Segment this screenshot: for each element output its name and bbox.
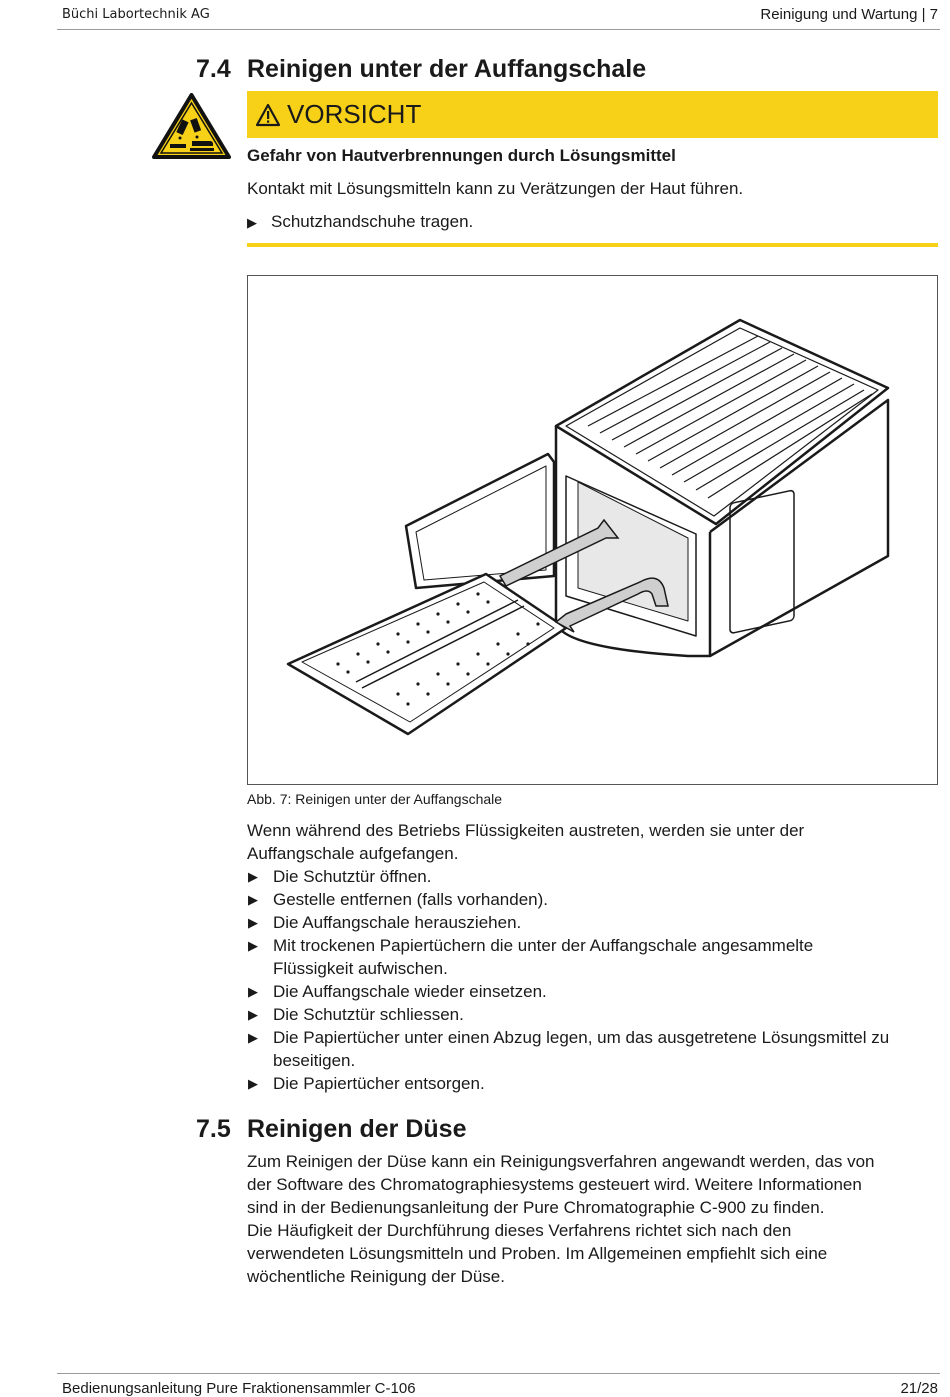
footer-manual-title: Bedienungsanleitung Pure Fraktionensammler C-106 xyxy=(62,1380,416,1397)
text-line: wöchentliche Reinigung der Düse. xyxy=(247,1267,505,1286)
header-section-page: Reinigung und Wartung | 7 xyxy=(760,6,938,23)
footer-page-number: 21/28 xyxy=(900,1380,938,1397)
triangle-right-icon: ▶ xyxy=(248,1030,258,1045)
triangle-right-icon: ▶ xyxy=(248,915,258,930)
vorsicht-label: VORSICHT xyxy=(287,99,422,129)
figure-drip-tray xyxy=(247,275,938,785)
text-line: der Software des Chromatographiesystems gesteuert wird. Weitere Informationen xyxy=(247,1175,862,1194)
triangle-right-icon: ▶ xyxy=(248,938,258,953)
warning-title: Gefahr von Hautverbrennungen durch Lösungsmittel xyxy=(247,146,676,165)
warning-end-rule xyxy=(247,243,938,247)
header-divider xyxy=(57,29,940,30)
text-line: verwendeten Lösungsmitteln und Proben. Im Allgemeinen empfiehlt sich eine xyxy=(247,1244,828,1263)
list-item: ▶ Die Auffangschale wieder einsetzen. xyxy=(248,982,547,1001)
section-75-paragraph xyxy=(247,1150,875,1288)
intro-line: Wenn während des Betriebs Flüssigkeiten austreten, werden sie unter der xyxy=(247,821,805,840)
header-company: Büchi Labortechnik AG xyxy=(62,7,210,22)
list-item: ▶ Die Papiertücher entsorgen. xyxy=(248,1074,485,1093)
section-74-number: 7.4 xyxy=(196,55,231,83)
corrosive-hazard-icon xyxy=(152,93,231,159)
list-item: ▶ Die Auffangschale herausziehen. xyxy=(248,913,522,932)
section-75-number: 7.5 xyxy=(196,1115,231,1143)
list-item: ▶ Mit trockenen Papiertüchern die unter der Auffangschale angesammelte Flüssigkeit aufwischen. xyxy=(248,936,814,978)
section-75-title: Reinigen der Düse xyxy=(247,1115,467,1143)
triangle-right-icon: ▶ xyxy=(248,984,258,999)
list-item: ▶ Gestelle entfernen (falls vorhanden). xyxy=(248,890,548,909)
list-item: ▶ Die Schutztür schliessen. xyxy=(248,1005,464,1024)
warning-triangle-icon xyxy=(255,103,281,127)
device-illustration xyxy=(248,276,937,784)
section-74-title: Reinigen unter der Auffangschale xyxy=(247,55,647,83)
text-line: sind in der Bedienungsanleitung der Pure Chromatographie C-900 zu finden. xyxy=(247,1198,825,1217)
triangle-right-icon: ▶ xyxy=(248,892,258,907)
warning-step-text: Schutzhandschuhe tragen. xyxy=(271,212,474,231)
warning-text: Kontakt mit Lösungsmitteln kann zu Verätzungen der Haut führen. xyxy=(247,179,744,198)
triangle-right-icon: ▶ xyxy=(248,1007,258,1022)
step-list xyxy=(247,865,942,1095)
list-item: ▶ Die Schutztür öffnen. xyxy=(248,867,432,886)
figure-caption: Abb. 7: Reinigen unter der Auffangschale xyxy=(247,791,503,807)
triangle-right-icon: ▶ xyxy=(248,869,258,884)
triangle-right-icon: ▶ xyxy=(248,1076,258,1091)
warning-step xyxy=(247,212,473,232)
text-line: Die Häufigkeit der Durchführung dieses Verfahrens richtet sich nach den xyxy=(247,1221,792,1240)
intro-line: Auffangschale aufgefangen. xyxy=(247,844,459,863)
intro-paragraph xyxy=(247,819,804,865)
list-item: ▶ Die Papiertücher unter einen Abzug legen, um das ausgetretene Lösungsmittel zu beseitigen. xyxy=(248,1028,890,1070)
triangle-right-icon: ▶ xyxy=(247,215,257,230)
footer-divider xyxy=(57,1373,940,1374)
text-line: Zum Reinigen der Düse kann ein Reinigungsverfahren angewandt werden, das von xyxy=(247,1152,875,1171)
vorsicht-banner xyxy=(247,91,938,138)
